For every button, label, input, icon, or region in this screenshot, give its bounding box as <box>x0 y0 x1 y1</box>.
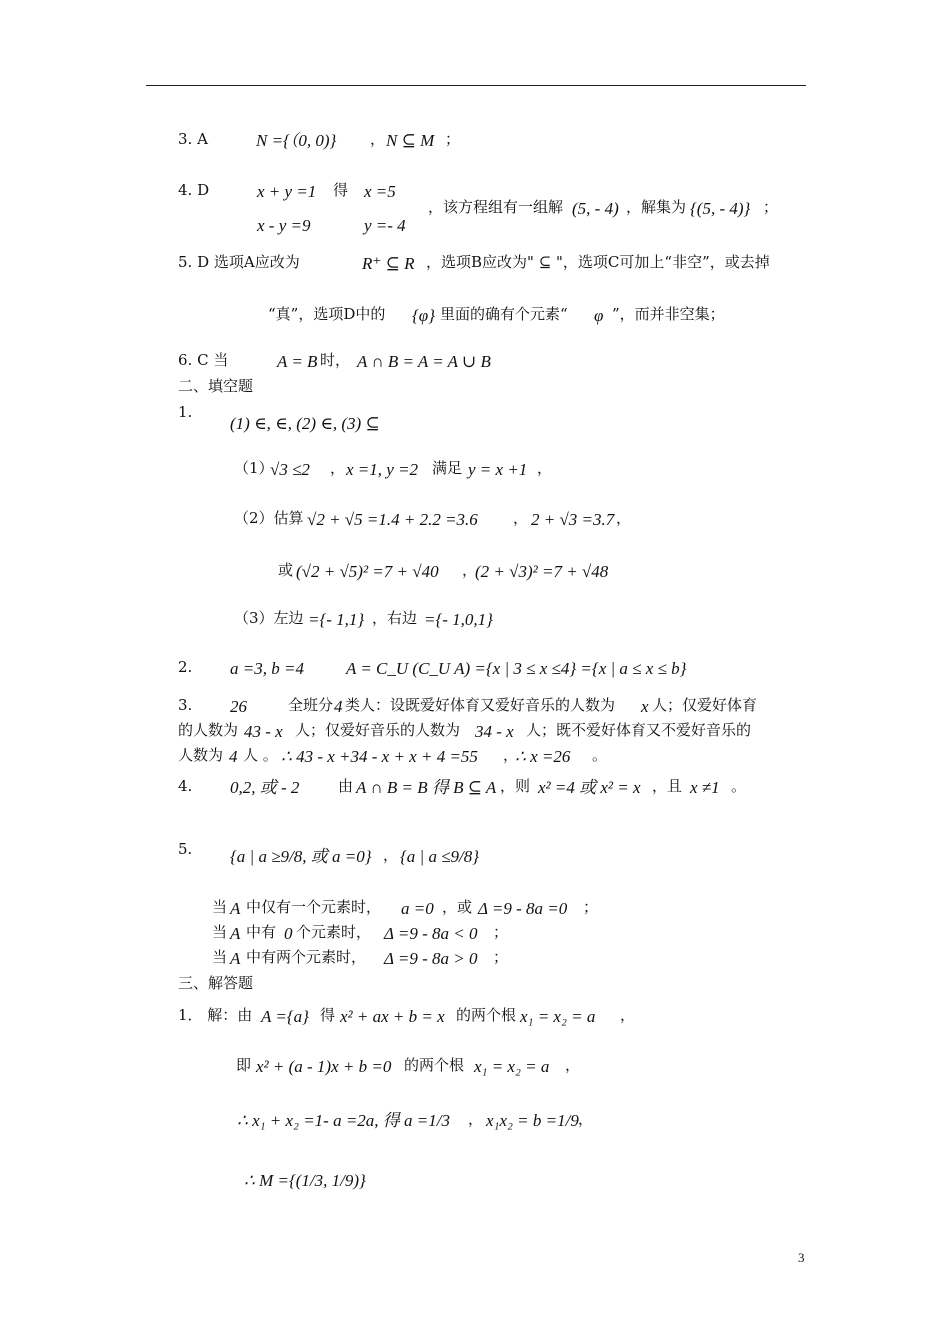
text-run: ，该方程组有一组解 <box>428 198 564 216</box>
math-expression: x ≠1 <box>690 778 720 797</box>
text-line <box>0 132 950 176</box>
math-expression: a =0 <box>401 899 434 918</box>
text-run: ， <box>468 1110 484 1128</box>
text-run: ， <box>370 130 386 148</box>
text-run: 4. D <box>178 181 210 199</box>
text-run: 由 <box>338 777 354 795</box>
text-run: 当 <box>212 898 228 916</box>
math-expression: (√2 + √5)² =7 + √40 <box>296 562 439 581</box>
text-line <box>0 611 950 655</box>
text-line <box>0 779 950 823</box>
text-run: 中有两个元素时， <box>246 948 367 966</box>
math-expression: x₁ = x₂ = a <box>474 1057 550 1076</box>
math-expression: 4 <box>334 697 343 716</box>
text-run: ，且 <box>652 777 683 795</box>
text-run: 3. A <box>178 130 208 148</box>
text-run: ，选项B应改为" ⊆ "，选项C可加上“非空”，或去掉 <box>426 253 770 271</box>
text-line <box>0 415 950 459</box>
text-run: 得 <box>320 1006 336 1024</box>
math-expression: x =1, y =2 <box>346 460 419 479</box>
text-run: 人；仅爱好体育 <box>652 696 758 714</box>
text-run: ； <box>493 923 509 941</box>
math-expression: x <box>641 697 649 716</box>
math-expression: (5, - 4) <box>572 199 619 218</box>
math-expression: A ∩ B = A = A ∪ B <box>357 352 491 371</box>
math-expression: {a | a ≥9/8, 或 a =0} <box>230 847 372 866</box>
text-line <box>0 1112 950 1156</box>
math-expression: A = B <box>277 352 318 371</box>
text-run: 2. <box>178 658 193 676</box>
math-expression: x₁x₂ = b =1/9 <box>486 1111 579 1130</box>
math-expression: x + y =1 <box>257 182 317 201</box>
math-expression: x² + (a - 1)x + b =0 <box>256 1057 392 1076</box>
text-run: ，则 <box>500 777 531 795</box>
math-expression: 2 + √3 =3.7 <box>531 510 615 529</box>
text-run: 全班分 <box>288 696 334 714</box>
math-expression: A <box>230 899 241 918</box>
math-expression: A <box>230 949 241 968</box>
text-line <box>0 563 950 607</box>
math-expression: ∴ 43 - x +34 - x + x + 4 =55 <box>281 747 478 766</box>
text-run: 。 <box>731 777 747 795</box>
text-run: ； <box>493 948 509 966</box>
text-run: 人 。 <box>243 746 278 764</box>
text-line <box>0 255 950 299</box>
text-run: ； <box>445 130 461 148</box>
page-number: 3 <box>798 1250 805 1265</box>
text-run: ， <box>620 1006 636 1024</box>
math-expression: ={- 1,1} <box>308 610 365 629</box>
text-run: ， <box>462 561 478 579</box>
math-expression: A = C_U (C_U A) ={x | 3 ≤ x ≤4} ={x | a ≤ x ≤ b} <box>346 659 687 678</box>
math-expression: A ∩ B = B 得 B ⊆ A <box>356 778 497 797</box>
text-run: 里面的确有个元素“ <box>440 305 568 323</box>
text-run: 人；仅爱好音乐的人数为 <box>295 721 461 739</box>
text-run: 4. <box>178 777 193 795</box>
text-run: 三、解答题 <box>178 974 254 992</box>
text-run: ”，而并非空集； <box>612 305 725 323</box>
text-run: 得 <box>333 181 349 199</box>
text-run: ，或 <box>442 898 473 916</box>
math-expression: x =5 <box>364 182 396 201</box>
text-run: 5. D 选项A应改为 <box>178 253 300 271</box>
math-expression: A ={a} <box>261 1007 309 1026</box>
text-run: 的两个根 <box>456 1006 517 1024</box>
math-expression: N ={（0, 0)} <box>256 131 337 150</box>
text-run: ， <box>616 509 632 527</box>
text-run: 中有 <box>246 923 277 941</box>
math-expression: x² =4 或 x² = x <box>538 778 641 797</box>
math-expression: 43 - x <box>244 722 283 741</box>
math-expression: 4 <box>229 747 238 766</box>
text-run: ，右边 <box>372 609 418 627</box>
text-run: 中仅有一个元素时， <box>246 898 382 916</box>
text-run: “真”，选项D中的 <box>268 305 386 323</box>
text-run: 人；既不爱好体育又不爱好音乐的 <box>526 721 752 739</box>
text-run: 类人：设既爱好体育又爱好音乐的人数为 <box>345 696 616 714</box>
text-line <box>0 848 950 892</box>
math-expression: {(5, - 4)} <box>690 199 751 218</box>
text-line <box>0 511 950 555</box>
text-run: ， <box>578 1110 594 1128</box>
math-expression: x - y =9 <box>257 216 311 235</box>
math-expression: ∴ M ={(1/3, 1/9)} <box>244 1171 366 1190</box>
math-expression: y = x +1 <box>468 460 528 479</box>
header-rule <box>146 85 806 86</box>
math-expression: x₁ = x₂ = a <box>520 1007 596 1026</box>
text-run: ； <box>763 198 779 216</box>
text-run: （2）估算 <box>234 509 304 527</box>
text-run: 的人数为 <box>178 721 239 739</box>
text-run: 时， <box>320 351 351 369</box>
text-run: 5. <box>178 840 193 858</box>
math-expression: A <box>230 924 241 943</box>
text-run: ， <box>503 746 519 764</box>
text-run: 6. C 当 <box>178 351 229 369</box>
text-run: （1） <box>234 459 274 477</box>
text-run: ， <box>537 459 553 477</box>
math-expression: {a | a ≤9/8} <box>400 847 480 866</box>
math-expression: ={- 1,0,1} <box>424 610 493 629</box>
math-expression: (1) ∈, ∈, (2) ∈, (3) ⊆ <box>230 414 380 433</box>
text-run: 或 <box>278 561 294 579</box>
math-expression: {φ} <box>412 306 436 325</box>
text-run: 当 <box>212 948 228 966</box>
math-expression: √3 ≤2 <box>270 460 310 479</box>
math-expression: N ⊆ M <box>386 131 435 150</box>
math-expression: 0 <box>284 924 293 943</box>
math-expression: y =- 4 <box>364 216 406 235</box>
text-run: 个元素时， <box>296 923 372 941</box>
text-run: 满足 <box>432 459 463 477</box>
text-run: 当 <box>212 923 228 941</box>
math-expression: a =3, b =4 <box>230 659 304 678</box>
math-expression: Δ =9 - 8a < 0 <box>384 924 478 943</box>
math-expression: 34 - x <box>475 722 514 741</box>
math-expression: 0,2, 或 - 2 <box>230 778 300 797</box>
text-run: 二、填空题 <box>178 377 254 395</box>
text-run: （3）左边 <box>234 609 304 627</box>
text-run: ， <box>513 509 529 527</box>
math-expression: x² + ax + b = x <box>340 1007 445 1026</box>
text-run: ， <box>330 459 346 477</box>
text-line <box>0 1008 950 1052</box>
math-expression: (2 + √3)² =7 + √48 <box>475 562 609 581</box>
text-run: 。 <box>592 746 608 764</box>
text-run: 即 <box>236 1056 252 1074</box>
text-run: 3. <box>178 696 193 714</box>
text-line <box>0 1172 950 1216</box>
text-line <box>0 307 950 351</box>
math-expression: Δ =9 - 8a =0 <box>478 899 568 918</box>
math-expression: 26 <box>230 697 247 716</box>
math-expression: R⁺ ⊆ R <box>362 254 415 273</box>
text-line <box>0 461 950 505</box>
text-run: 人数为 <box>178 746 224 764</box>
math-expression: ∴ x =26 <box>515 747 571 766</box>
math-expression: √2 + √5 =1.4 + 2.2 =3.6 <box>307 510 478 529</box>
text-run: 1. <box>178 403 193 421</box>
text-run: 的两个根 <box>404 1056 465 1074</box>
math-expression: φ <box>594 306 604 325</box>
text-line <box>0 1058 950 1102</box>
text-run: ， <box>383 846 399 864</box>
math-expression: Δ =9 - 8a > 0 <box>384 949 478 968</box>
math-expression: ∴ x₁ + x₂ =1- a =2a, 得 a =1/3 <box>237 1111 450 1130</box>
text-run: 1． 解：由 <box>178 1006 253 1024</box>
text-run: ， <box>565 1056 581 1074</box>
text-run: ，解集为 <box>626 198 687 216</box>
text-run: ； <box>583 898 599 916</box>
